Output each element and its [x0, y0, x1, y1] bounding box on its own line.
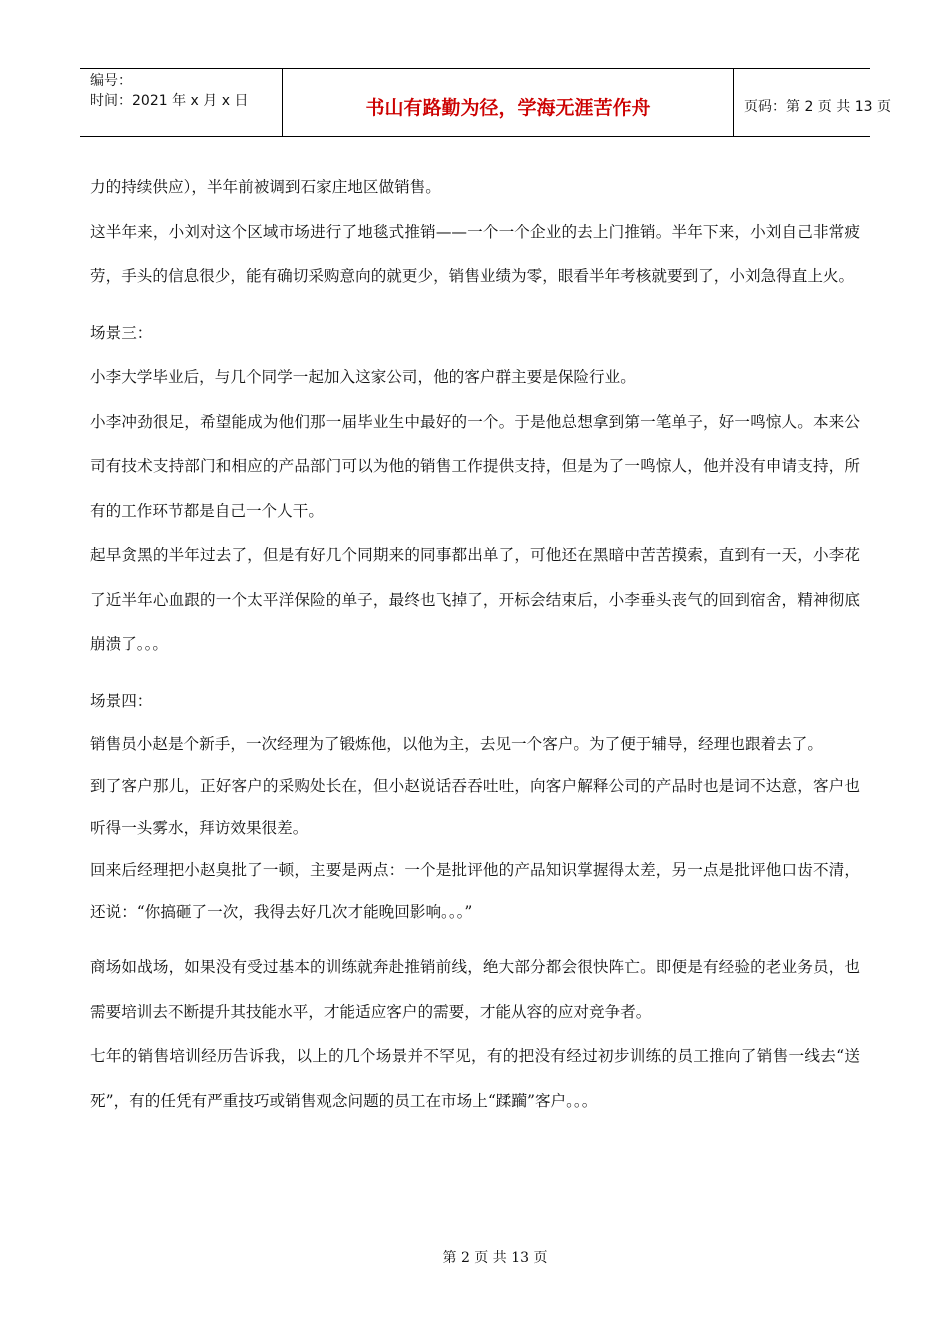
header-page-code: 页码：第 2 页 共 13 页 [744, 99, 891, 115]
paragraph: 这半年来，小刘对这个区域市场进行了地毯式推销——一个一个企业的去上门推销。半年下来，小刘自己非常疲劳，手头的信息很少，能有确切采购意向的就更少，销售业绩为零，眼看半年考核就要到了，小刘急得直上火。 [90, 222, 860, 285]
page-footer: 第 2 页 共 13 页 [442, 1250, 548, 1266]
paragraph: 到了客户那儿，正好客户的采购处长在，但小赵说话吞吞吐吐，向客户解释公司的产品时也是词不达意，客户也听得一头雾水，拜访效果很差。 [90, 777, 860, 837]
section-gap [90, 667, 860, 679]
paragraph: 商场如战场，如果没有受过基本的训练就奔赴推销前线，绝大部分都会很快阵亡。即便是有经验的老业务员，也需要培训去不断提升其技能水平，才能适应客户的需要，才能从容的应对竞争者。 [90, 958, 860, 1021]
section-heading: 场景四： [90, 691, 153, 710]
section-gap [90, 933, 860, 945]
header-motto-cell [282, 69, 734, 136]
header-page-cell [734, 69, 891, 136]
document-date-label: 时间：2021 年 x 月 x 日 [90, 93, 249, 109]
document-number-label: 编号： [90, 73, 132, 89]
document-header [80, 68, 891, 137]
section-gap [90, 299, 860, 311]
paragraph: 力的持续供应），半年前被调到石家庄地区做销售。 [90, 178, 441, 196]
paragraph: 起早贪黑的半年过去了，但是有好几个同期来的同事都出单了，可他还在黑暗中苦苦摸索，直到有一天，小李花了近半年心血跟的一个太平洋保险的单子，最终也飞掉了，开标会结束后，小李垂头丧气的回到宿舍，精神彻底崩溃了。。。 [90, 546, 860, 653]
paragraph: 回来后经理把小赵臭批了一顿，主要是两点：一个是批评他的产品知识掌握得太差，另一点是批评他口齿不清，还说：“你搞砸了一次，我得去好几次才能晚回影响。。。” [90, 861, 860, 921]
paragraph: 小李大学毕业后，与几个同学一起加入这家公司，他的客户群主要是保险行业。 [90, 368, 636, 386]
header-info-cell [80, 69, 282, 136]
section-heading: 场景三： [90, 323, 153, 342]
document-body [90, 165, 860, 1123]
paragraph: 七年的销售培训经历告诉我，以上的几个场景并不罕见，有的把没有经过初步训练的员工推向了销售一线去“送死”，有的任凭有严重技巧或销售观念问题的员工在市场上“蹂躏”客户。。。 [90, 1047, 860, 1110]
paragraph: 销售员小赵是个新手，一次经理为了锻炼他，以他为主，去见一个客户。为了便于辅导，经理也跟着去了。 [90, 735, 823, 753]
header-motto: 书山有路勤为径，学海无涯苦作舟 [365, 97, 651, 119]
paragraph: 小李冲劲很足，希望能成为他们那一届毕业生中最好的一个。于是他总想拿到第一笔单子，好一鸣惊人。本来公司有技术支持部门和相应的产品部门可以为他的销售工作提供支持，但是为了一鸣惊人，他并没有申请支持，所有的工作环节都是自己一个人干。 [90, 412, 860, 520]
